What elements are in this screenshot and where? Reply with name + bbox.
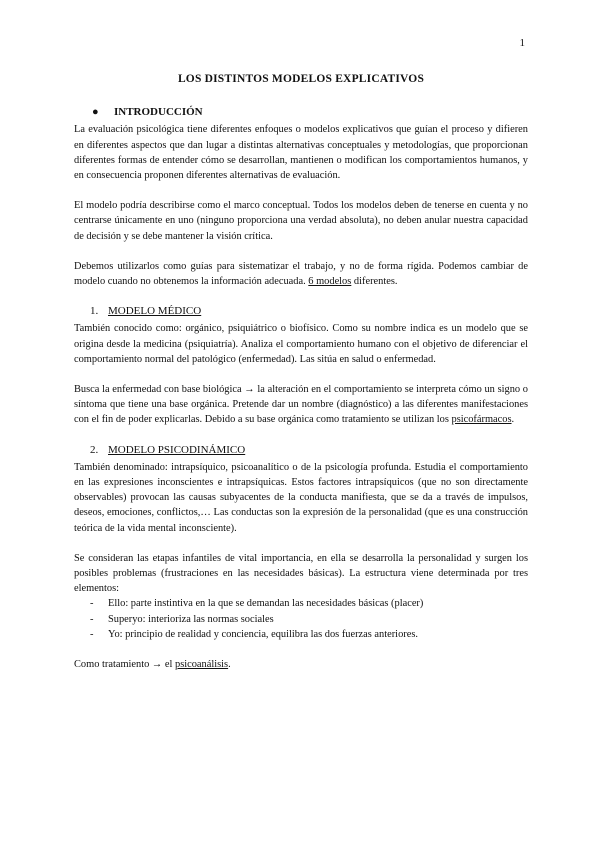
psicodinamico-paragraph-2: Se consideran las etapas infantiles de vital importancia, en ella se desarrolla la personalidad y surgen los posibles problemas (frustraciones en las necesidades básicas). La estructura viene determinada por tres elementos: [74, 552, 528, 595]
psicodinamico-paragraph-1: También denominado: intrapsíquico, psicoanalítico o de la psicología profunda. Estudia el comportamiento en las expresiones inconscientes e intrapsíquicas. Estos factores intrapsíquicos (que no son directamente observables) provocan las causas subyacentes de la conducta manifiesta, que se da a través de impulsos, deseos, emociones, conflictos,… Las conductas son la expresión de la personalidad (que es una construcción teórica de la vida mental inconsciente). [74, 461, 528, 534]
bullet-icon: ● [92, 106, 99, 119]
paragraph-text: . [511, 414, 515, 426]
paragraph-text: diferentes. [351, 276, 398, 288]
intro-paragraph-3 [74, 259, 528, 289]
underlined-term: 6 modelos [308, 276, 352, 288]
paragraph-text: . [228, 659, 231, 671]
paragraph-text: Como tratamiento → el [74, 659, 175, 671]
psicodinamico-paragraph-3 [74, 657, 528, 672]
paragraph-text: Debemos utilizarlos como guías para sistematizar el trabajo, y no de forma rígida. Podemos cambiar de modelo cuando no obtenemos la información adecuada. [74, 260, 528, 288]
list-item [74, 596, 528, 611]
section-number: 2. [90, 443, 99, 456]
medico-paragraph-1: También conocido como: orgánico, psiquiátrico o biofísico. Como su nombre indica es un modelo que se origina desde la medicina (psiquiatría). Analiza el comportamiento humano con el objetivo de diferenciar el comportamiento normal del patológico (enfermedad). Las sitúa en salud o enfermedad. [74, 323, 528, 365]
page-number: 1 [519, 37, 525, 49]
dash-marker: - [90, 613, 94, 625]
list-item-text: Ello: parte instintiva en la que se demandan las necesidades básicas (placer) [108, 598, 424, 610]
section-number: 1. [90, 305, 99, 318]
medico-paragraph-2 [74, 382, 528, 428]
underlined-term: psicoanálisis [175, 659, 229, 671]
structure-elements-list [74, 596, 528, 642]
dash-marker: - [90, 628, 94, 640]
section-heading-introduccion [92, 105, 528, 120]
paragraph-text: Busca la enfermedad con base biológica → la alteración en el comportamiento se interpreta cómo un signo o síntoma que tiene una base orgánica. Pretende dar un nombre (diagnóstico) a las diferentes manifestaciones con el fin de poder explicarlas. Debido a su base orgánica como tratamiento se utilizan los [74, 384, 528, 426]
heading-text: MODELO MÉDICO [108, 305, 202, 318]
list-item-text: Superyo: interioriza las normas sociales [108, 613, 274, 625]
document-title: LOS DISTINTOS MODELOS EXPLICATIVOS [177, 73, 425, 85]
heading-text: MODELO PSICODINÁMICO [108, 443, 246, 456]
heading-text: INTRODUCCIÓN [114, 106, 203, 119]
dash-marker: - [90, 598, 94, 610]
section-heading-modelo-psicodinamico [90, 443, 528, 458]
underlined-term: psicofármacos [451, 414, 512, 426]
list-item [74, 612, 528, 627]
list-item [74, 627, 528, 642]
document-body [74, 72, 528, 672]
section-heading-modelo-medico [90, 304, 528, 319]
list-item-text: Yo: principio de realidad y conciencia, equilibra las dos fuerzas anteriores. [108, 628, 418, 640]
intro-paragraph-2: El modelo podría describirse como el marco conceptual. Todos los modelos deben de tenerse en cuenta y no centrarse únicamente en uno (ninguno proporciona una verdad absoluta), no deben anular nuestra capacidad de decisión y se debe mantener la visión crítica. [74, 200, 528, 242]
intro-paragraph-1: La evaluación psicológica tiene diferentes enfoques o modelos explicativos que guían el proceso y difieren en diferentes aspectos que dan lugar a distintas alternativas conceptuales y metodologías, que proporcionan diferentes formas de entender cómo se desarrollan, mantienen o modifican los comportamientos humanos, y en consecuencia proponen diferentes alternativas de evaluación. [74, 124, 528, 182]
